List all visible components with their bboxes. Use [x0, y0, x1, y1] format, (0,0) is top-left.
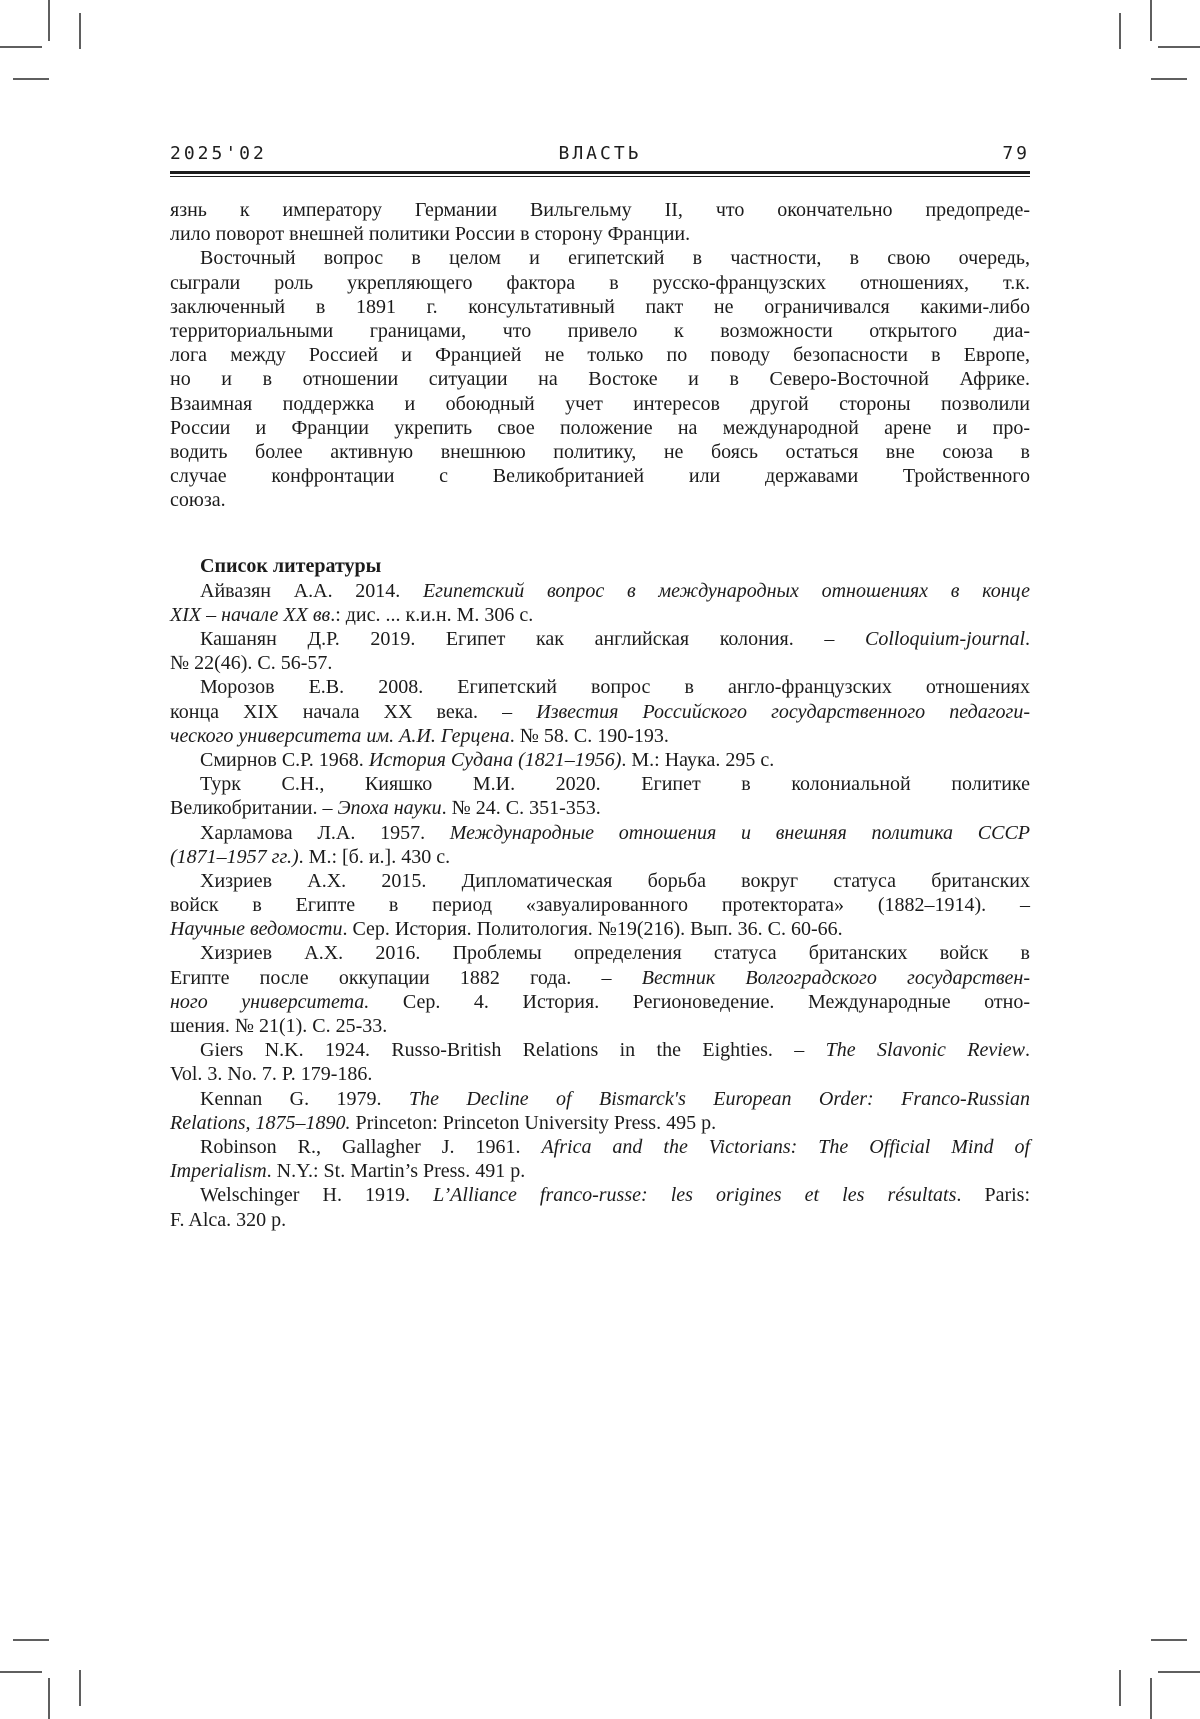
text-line: Великобритании. – Эпоха науки. № 24. С. 351-353.: [170, 797, 601, 820]
text-line: лога между Россией и Францией не только по поводу безопасности в Европе,: [170, 344, 1030, 367]
text-line: Египте после оккупации 1882 года. – Вестник Волгоградского государствен-: [170, 966, 1030, 989]
text-line: лило поворот внешней политики России в сторону Франции.: [170, 223, 691, 246]
text-line: ного университета. Сер. 4. История. Регионоведение. Международные отно-: [170, 990, 1031, 1013]
crop-mark-bottom-right-horizontal-outer: [1158, 1671, 1200, 1673]
text-line: Хизриев А.Х. 2016. Проблемы определения статуса британских войск в: [200, 942, 1030, 965]
text-column: [170, 143, 1030, 1232]
crop-mark-top-right-vertical-inner: [1119, 13, 1121, 49]
text-line: Турк С.Н., Кияшко М.И. 2020. Египет в колониальной политике: [200, 773, 1030, 796]
text-line: Giers N.K. 1924. Russo-British Relations in the Eighties. – The Slavonic Review.: [200, 1039, 1030, 1062]
text-line: Кашанян Д.Р. 2019. Египет как английская колония. – Colloquium-journal.: [200, 628, 1030, 650]
crop-mark-top-left-horizontal-outer: [0, 46, 42, 48]
reference-ayvazyan: [170, 579, 1030, 627]
reference-smirnov: [170, 748, 1030, 772]
text-line: Взаимная поддержка и обоюдный учет интересов другой стороны позволили: [170, 392, 1030, 415]
text-line: XIX – начале XX вв.: дис. ... к.и.н. М. 306 с.: [170, 603, 534, 626]
reference-welschinger: [170, 1183, 1030, 1231]
text-line: Харламова Л.А. 1957. Международные отношения и внешняя политика СССР: [200, 821, 1031, 844]
reference-kharlamova: [170, 821, 1030, 869]
reference-turk-kiyashko: [170, 772, 1030, 820]
text-line: Смирнов С.Р. 1968. История Судана (1821–1956). М.: Наука. 295 с.: [200, 748, 775, 771]
journal-title: ВЛАСТЬ: [558, 143, 642, 164]
reference-morozov: [170, 675, 1030, 748]
issue-label: 2025'02: [170, 143, 267, 164]
reference-khizriev-2016: [170, 941, 1030, 1038]
crop-mark-top-left-horizontal-inner: [13, 78, 49, 80]
text-line: союза.: [170, 489, 226, 512]
crop-mark-top-right-horizontal-inner: [1151, 78, 1187, 80]
crop-mark-bottom-left-vertical-inner: [79, 1670, 81, 1706]
text-line: язнь к императору Германии Вильгельму II, что окончательно предопреде-: [170, 199, 1030, 221]
text-line: Морозов Е.В. 2008. Египетский вопрос в англо-французских отношениях: [200, 676, 1030, 699]
reference-kashanyan: [170, 627, 1030, 675]
reference-kennan: [170, 1087, 1030, 1135]
text-line: Vol. 3. No. 7. P. 179-186.: [170, 1063, 373, 1086]
text-line: сыграли роль укрепляющего фактора в русско-французских отношениях, т.к.: [170, 271, 1030, 294]
crop-mark-bottom-right-vertical-outer: [1150, 1678, 1152, 1719]
header-rule: [170, 171, 1030, 177]
crop-mark-top-left-vertical-inner: [79, 13, 81, 49]
text-line: Восточный вопрос в целом и египетский в частности, в свою очередь,: [200, 247, 1030, 270]
text-line: заключенный в 1891 г. консультативный пакт не ограничивался какими-либо: [170, 295, 1030, 318]
text-line: (1871–1957 гг.). М.: [б. и.]. 430 с.: [170, 845, 451, 868]
crop-mark-bottom-left-horizontal-inner: [13, 1639, 49, 1641]
text-line: территориальными границами, что привело к возможности открытого диа-: [170, 319, 1030, 342]
paragraph-continuation: [170, 198, 1030, 246]
text-line: водить более активную внешнюю политику, не боясь остаться вне союза в: [170, 440, 1030, 463]
crop-mark-bottom-right-horizontal-inner: [1151, 1639, 1187, 1641]
text-line: Imperialism. N.Y.: St. Martin’s Press. 491 p.: [170, 1160, 526, 1183]
text-line: ческого университета им. А.И. Герцена. № 58. С. 190-193.: [170, 724, 669, 747]
crop-mark-top-left-vertical-outer: [48, 0, 50, 41]
text-line: случае конфронтации с Великобританией или державами Тройственного: [170, 465, 1030, 488]
reference-robinson-gallagher: [170, 1135, 1030, 1183]
crop-mark-bottom-left-vertical-outer: [48, 1678, 50, 1719]
text-line: войск в Египте в период «завуалированного протектората» (1882–1914). –: [170, 894, 1030, 917]
text-line: Robinson R., Gallagher J. 1961. Africa and the Victorians: The Official Mind of: [200, 1135, 1031, 1158]
text-line: Welschinger H. 1919. L’Alliance franco-russe: les origines et les résultats. Paris:: [200, 1184, 1031, 1207]
text-line: Хизриев А.Х. 2015. Дипломатическая борьба вокруг статуса британских: [200, 869, 1030, 892]
text-line: Список литературы: [200, 555, 382, 578]
text-line: конца XIX начала XX века. – Известия Российского государственного педагоги-: [170, 700, 1030, 723]
page-header: [170, 143, 1030, 165]
paragraph-eastern-question: [170, 246, 1030, 512]
text-line: Relations, 1875–1890. Princeton: Princeton University Press. 495 p.: [170, 1111, 717, 1134]
text-line: но и в отношении ситуации на Востоке и в Северо-Восточной Африке.: [170, 368, 1030, 391]
crop-mark-bottom-left-horizontal-outer: [0, 1671, 42, 1673]
page-number: 79: [1002, 143, 1030, 164]
text-line: Айвазян А.А. 2014. Египетский вопрос в международных отношениях в конце: [200, 579, 1030, 602]
article-body: [170, 198, 1030, 1232]
reference-khizriev-2015: [170, 869, 1030, 942]
text-line: № 22(46). С. 56-57.: [170, 652, 333, 675]
text-line: шения. № 21(1). С. 25-33.: [170, 1015, 388, 1037]
text-line: России и Франции укрепить свое положение на международной арене и про-: [170, 416, 1030, 439]
references-heading: [170, 554, 1030, 578]
reference-giers: [170, 1038, 1030, 1086]
crop-mark-top-right-vertical-outer: [1150, 0, 1152, 41]
crop-mark-top-right-horizontal-outer: [1158, 46, 1200, 48]
text-line: Kennan G. 1979. The Decline of Bismarck's European Order: Franco-Russian: [200, 1087, 1030, 1110]
crop-mark-bottom-right-vertical-inner: [1119, 1670, 1121, 1706]
text-line: F. Alca. 320 p.: [170, 1208, 287, 1231]
text-line: Научные ведомости. Сер. История. Политология. №19(216). Вып. 36. С. 60-66.: [170, 918, 843, 941]
